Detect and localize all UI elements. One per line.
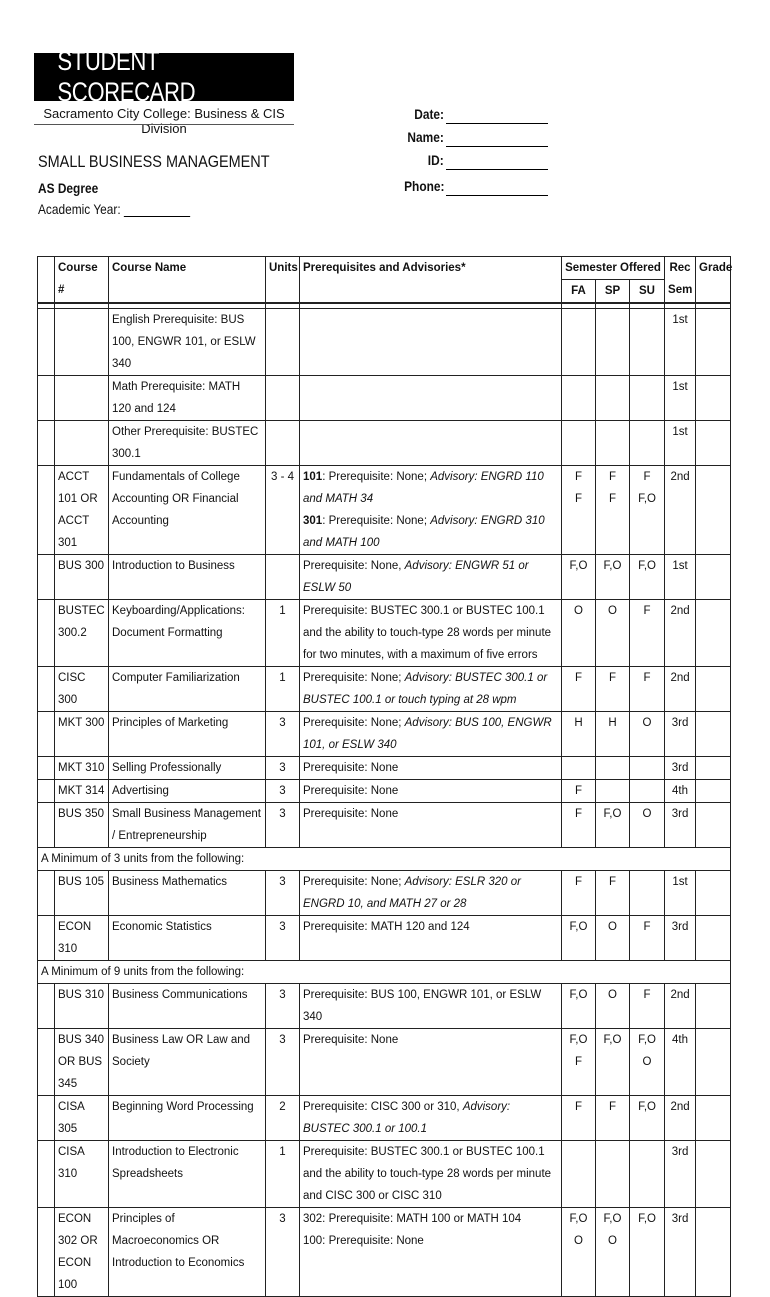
table-row: BUS 350 Small Business Management / Entrepreneurship 3 Prerequisite: None F F,O O 3rd — [38, 803, 731, 848]
prereq-cell: Prerequisite: BUS 100, ENGWR 101, or ESLW 340 — [300, 984, 562, 1029]
course-name: Fundamentals of College Accounting OR Financial Accounting — [109, 466, 266, 555]
rec-sem: 3rd — [665, 712, 696, 757]
rec-sem: 1st — [665, 871, 696, 916]
rec-sem: 3rd — [665, 916, 696, 961]
check-cell[interactable] — [38, 600, 55, 667]
rec-sem: 3rd — [665, 757, 696, 780]
course-name: English Prerequisite: BUS 100, ENGWR 101, or ESLW 340 — [109, 309, 266, 376]
course-name: Introduction to Electronic Spreadsheets — [109, 1141, 266, 1208]
rec-sem: 3rd — [665, 1141, 696, 1208]
rec-sem: 3rd — [665, 1208, 696, 1297]
course-name: Business Communications — [109, 984, 266, 1029]
rec-sem: 2nd — [665, 984, 696, 1029]
section-header-row — [38, 848, 731, 871]
rec-sem: 2nd — [665, 1096, 696, 1141]
course-name: Computer Familiarization — [109, 667, 266, 712]
check-cell[interactable] — [38, 1208, 55, 1297]
table-row: BUSTEC 300.2 Keyboarding/Applications: Document Formatting 1 Prerequisite: BUSTEC 300.1 or BUSTEC 100.1 and the ability to touch-type 28 words per minute for two minutes, with a maximum of five errors O O F 2nd — [38, 600, 731, 667]
rec-sem: 2nd — [665, 667, 696, 712]
name-field[interactable]: Name: — [380, 129, 548, 149]
check-cell[interactable] — [38, 376, 55, 421]
check-cell[interactable] — [38, 466, 55, 555]
course-name: Principles of Marketing — [109, 712, 266, 757]
course-name: Principles of Macroeconomics OR Introduction to Economics — [109, 1208, 266, 1297]
prereq-cell: Prerequisite: None, Advisory: ENGWR 51 or ESLW 50 — [300, 555, 562, 600]
table-row: BUS 340 OR BUS 345 Business Law OR Law and Society 3 Prerequisite: None F,O F F,O F,O O 4th — [38, 1029, 731, 1096]
grade-cell[interactable] — [696, 1208, 731, 1297]
grade-cell[interactable] — [696, 1029, 731, 1096]
table-row — [38, 421, 731, 466]
phone-field[interactable]: Phone: — [380, 178, 548, 198]
su-header: SU — [630, 280, 665, 304]
check-cell[interactable] — [38, 803, 55, 848]
rec-sem: 1st — [665, 376, 696, 421]
course-name-header: Course Name — [109, 257, 266, 304]
academic-year-field[interactable] — [124, 202, 190, 217]
rec-sem: 1st — [665, 421, 696, 466]
course-name: Introduction to Business — [109, 555, 266, 600]
table-row — [38, 309, 731, 376]
check-cell[interactable] — [38, 1141, 55, 1208]
grade-cell[interactable] — [696, 757, 731, 780]
check-cell[interactable] — [38, 780, 55, 803]
prereq-cell: Prerequisite: None — [300, 1029, 562, 1096]
page-title: STUDENT SCORECARD — [57, 46, 196, 107]
prereq-cell: Prerequisite: BUSTEC 300.1 or BUSTEC 100.1 and the ability to touch-type 28 words per minute for two minutes, with a maximum of five errors — [300, 600, 562, 667]
prereq-header: Prerequisites and Advisories* — [300, 257, 562, 304]
course-name: Small Business Management / Entrepreneurship — [109, 803, 266, 848]
check-cell[interactable] — [38, 667, 55, 712]
table-row — [38, 376, 731, 421]
prereq-cell: Prerequisite: None; Advisory: BUSTEC 300.1 or BUSTEC 100.1 or touch typing at 28 wpm — [300, 667, 562, 712]
course-name: Math Prerequisite: MATH 120 and 124 — [109, 376, 266, 421]
degree-label: AS Degree — [38, 180, 99, 196]
course-name: Economic Statistics — [109, 916, 266, 961]
prereq-cell: 302: Prerequisite: MATH 100 or MATH 104 100: Prerequisite: None — [300, 1208, 562, 1297]
course-name: Advertising — [109, 780, 266, 803]
prereq-cell: Prerequisite: None — [300, 780, 562, 803]
table-row: BUS 310 Business Communications 3 Prerequisite: BUS 100, ENGWR 101, or ESLW 340 F,O O F 2nd — [38, 984, 731, 1029]
grade-cell[interactable] — [696, 803, 731, 848]
table-row: ECON 302 OR ECON 100 Principles of Macroeconomics OR Introduction to Economics 3 302: Prerequisite: MATH 100 or MATH 104 100: Prerequisite: None F,O O F,O O F,O 3rd — [38, 1208, 731, 1297]
rec-sem: 1st — [665, 555, 696, 600]
semester-offered-header: Semester Offered — [562, 257, 665, 280]
fa-header: FA — [562, 280, 596, 304]
grade-cell[interactable] — [696, 871, 731, 916]
program-title: SMALL BUSINESS MANAGEMENT — [38, 152, 270, 171]
grade-cell[interactable] — [696, 984, 731, 1029]
grade-cell[interactable] — [696, 600, 731, 667]
grade-header: Grade — [696, 257, 731, 304]
check-cell[interactable] — [38, 712, 55, 757]
check-cell[interactable] — [38, 309, 55, 376]
grade-cell[interactable] — [696, 376, 731, 421]
title-banner — [34, 46, 294, 107]
table-row: CISA 305 Beginning Word Processing 2 Prerequisite: CISC 300 or 310, Advisory: BUSTEC 300.1 or 100.1 F F F,O 2nd — [38, 1096, 731, 1141]
grade-cell[interactable] — [696, 555, 731, 600]
division-subtitle: Sacramento City College: Business & CIS Division — [43, 106, 285, 136]
course-name: Business Law OR Law and Society — [109, 1029, 266, 1096]
date-field[interactable]: Date: — [380, 106, 548, 126]
grade-cell[interactable] — [696, 466, 731, 555]
sp-header: SP — [596, 280, 630, 304]
table-row: BUS 105 Business Mathematics 3 Prerequisite: None; Advisory: ESLR 320 or ENGRD 10, and MATH 27 or 28 F F 1st — [38, 871, 731, 916]
rec-sem: 2nd — [665, 466, 696, 555]
units-header: Units — [266, 257, 300, 304]
prereq-cell: Prerequisite: None — [300, 803, 562, 848]
prereq-cell: Prerequisite: None; Advisory: ESLR 320 or ENGRD 10, and MATH 27 or 28 — [300, 871, 562, 916]
prereq-cell: Prerequisite: None — [300, 757, 562, 780]
table-row: ECON 310 Economic Statistics 3 Prerequisite: MATH 120 and 124 F,O O F 3rd — [38, 916, 731, 961]
check-cell[interactable] — [38, 916, 55, 961]
check-cell[interactable] — [38, 555, 55, 600]
check-cell[interactable] — [38, 1029, 55, 1096]
course-name: Beginning Word Processing — [109, 1096, 266, 1141]
grade-cell[interactable] — [696, 1141, 731, 1208]
check-cell[interactable] — [38, 871, 55, 916]
prereq-cell: 101: Prerequisite: None; Advisory: ENGRD 110 and MATH 34 301: Prerequisite: None; Advisory: ENGRD 310 and MATH 100 — [300, 466, 562, 555]
check-cell[interactable] — [38, 421, 55, 466]
table-row: BUS 300 Introduction to Business Prerequisite: None, Advisory: ENGWR 51 or ESLW 50 F,O F,O F,O 1st — [38, 555, 731, 600]
section-a-title: A Minimum of 3 units from the following: — [38, 848, 731, 871]
check-cell[interactable] — [38, 757, 55, 780]
course-table — [37, 256, 731, 1297]
grade-cell[interactable] — [696, 916, 731, 961]
course-name: Other Prerequisite: BUSTEC 300.1 — [109, 421, 266, 466]
rec-sem: 1st — [665, 309, 696, 376]
prereq-cell: Prerequisite: CISC 300 or 310, Advisory: BUSTEC 300.1 or 100.1 — [300, 1096, 562, 1141]
rec-sem: 4th — [665, 780, 696, 803]
course-name: Keyboarding/Applications: Document Formatting — [109, 600, 266, 667]
rec-sem: 4th — [665, 1029, 696, 1096]
academic-year — [38, 201, 190, 217]
grade-cell[interactable] — [696, 712, 731, 757]
subtitle-underline — [34, 124, 294, 125]
table-row: CISA 310 Introduction to Electronic Spreadsheets 1 Prerequisite: BUSTEC 300.1 or BUSTEC 100.1 and the ability to touch-type 28 words per minute and CISC 300 or CISC 310 3rd — [38, 1141, 731, 1208]
grade-cell[interactable] — [696, 309, 731, 376]
course-name: Selling Professionally — [109, 757, 266, 780]
check-cell[interactable] — [38, 1096, 55, 1141]
section-b-title: A Minimum of 9 units from the following: — [38, 961, 731, 984]
table-header-row — [38, 257, 731, 280]
check-cell[interactable] — [38, 984, 55, 1029]
rec-sem: 2nd — [665, 600, 696, 667]
prereq-cell: Prerequisite: BUSTEC 300.1 or BUSTEC 100.1 and the ability to touch-type 28 words per minute and CISC 300 or CISC 310 — [300, 1141, 562, 1208]
table-row: ACCT 101 OR ACCT 301 Fundamentals of College Accounting OR Financial Accounting 3 - 4 101: Prerequisite: None; Advisory: ENGRD 110 and MATH 34 301: Prerequisite: None; Advisory: ENGRD 310 and MATH 100 F F F F F F,O 2nd — [38, 466, 731, 555]
course-num-header: Course # — [55, 257, 109, 304]
grade-cell[interactable] — [696, 667, 731, 712]
grade-cell[interactable] — [696, 780, 731, 803]
table-row: CISC 300 Computer Familiarization 1 Prerequisite: None; Advisory: BUSTEC 300.1 or BUSTEC 100.1 or touch typing at 28 wpm F F F 2nd — [38, 667, 731, 712]
course-name: Business Mathematics — [109, 871, 266, 916]
academic-year-label: Academic Year: — [38, 201, 121, 217]
prereq-cell: Prerequisite: None; Advisory: BUS 100, ENGWR 101, or ESLW 340 — [300, 712, 562, 757]
table-row: MKT 300 Principles of Marketing 3 Prerequisite: None; Advisory: BUS 100, ENGWR 101, or ESLW 340 H H O 3rd — [38, 712, 731, 757]
id-field[interactable]: ID: — [380, 152, 548, 172]
grade-cell[interactable] — [696, 1096, 731, 1141]
rec-sem-header: Rec Sem — [665, 257, 696, 304]
table-row: MKT 310 Selling Professionally 3 Prerequisite: None 3rd — [38, 757, 731, 780]
rec-sem: 3rd — [665, 803, 696, 848]
section-header-row — [38, 961, 731, 984]
prereq-cell: Prerequisite: MATH 120 and 124 — [300, 916, 562, 961]
check-column-header — [38, 257, 55, 304]
grade-cell[interactable] — [696, 421, 731, 466]
table-row: MKT 314 Advertising 3 Prerequisite: None F 4th — [38, 780, 731, 803]
